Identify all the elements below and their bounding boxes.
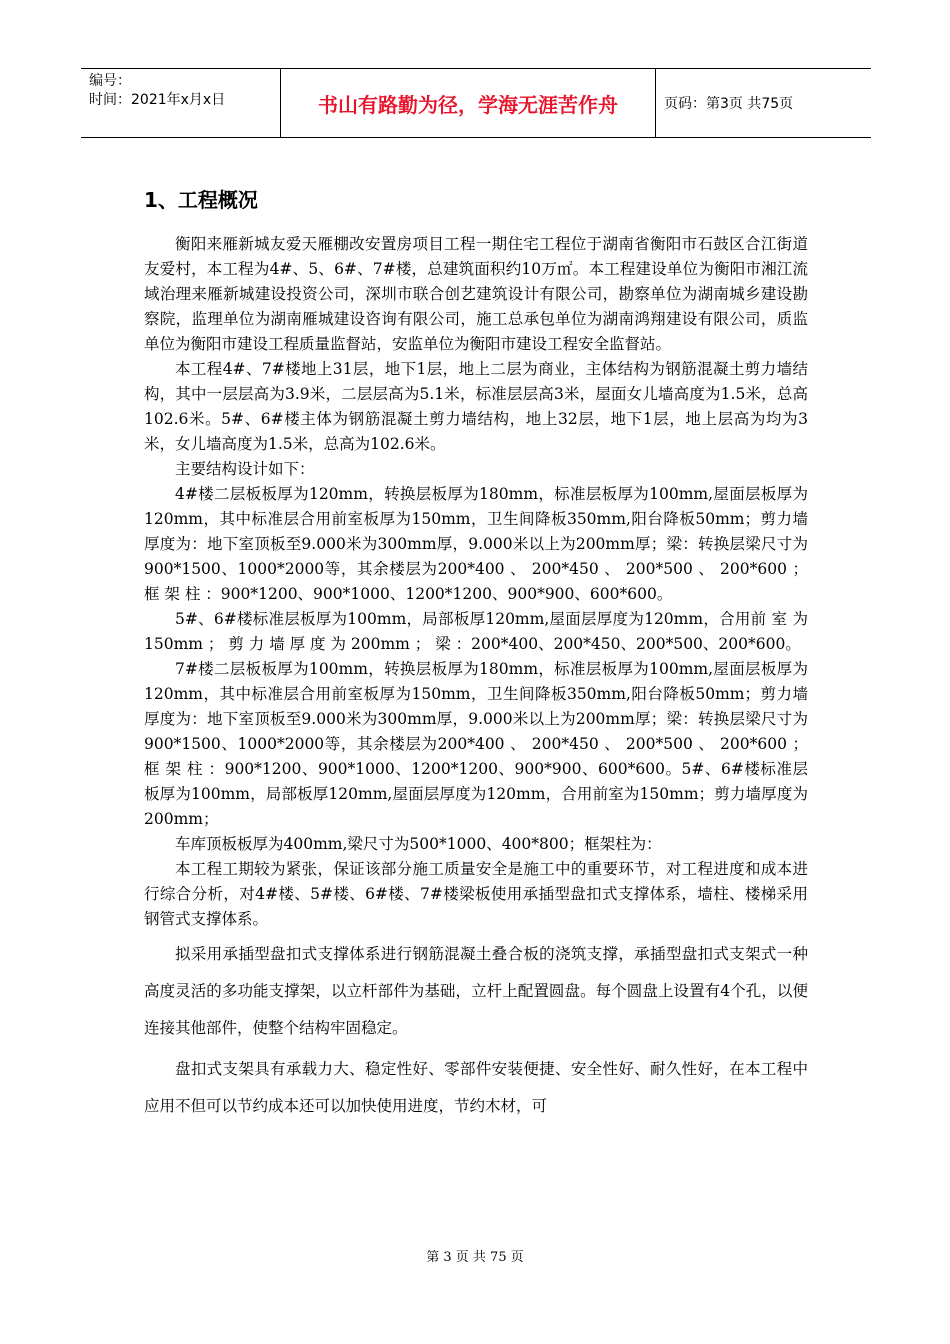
- paragraph-building-4: 4#楼二层板板厚为120mm，转换层板厚为180mm，标准层板厚为100mm,屋面层板厚为120mm，其中标准层合用前室板厚为150mm，卫生间降板350mm,阳台降板50mm；剪力墙厚度为：地下室顶板至9.000米为300mm厚，9.000米以上为200mm厚；梁：转换层梁尺寸为900*1500、1000*2000等，其余楼层为200*400 、 200*450 、 200*500 、 200*600 ； 框 架 柱 ：900*1200、900*1000、1200*1200、900*900、600*600。: [144, 485, 808, 603]
- number-label: 编号：: [89, 73, 131, 89]
- page-info: 页码：第3页 共75页: [664, 96, 794, 112]
- page-header: [81, 68, 871, 138]
- paragraph-building-5-6: 5#、6#楼标准层板厚为100mm，局部板厚120mm,屋面层厚度为120mm，合用前 室 为 150mm ； 剪 力 墙 厚 度 为 200mm ； 梁 ：200*400、200*450、200*500、200*600。: [144, 610, 808, 653]
- paragraph-support-system: 拟采用承插型盘扣式支撑体系进行钢筋混凝土叠合板的浇筑支撑，承插型盘扣式支架式一种高度灵活的多功能支撑架，以立杆部件为基础，立杆上配置圆盘。每个圆盘上设置有4个孔，以便连接其他部件，使整个结构牢固稳定。: [144, 945, 808, 1037]
- paragraph-building-4-7: 本工程4#、7#楼地上31层，地下1层，地上二层为商业，主体结构为钢筋混凝土剪力墙结构，其中一层层高为3.9米，二层层高为5.1米，标准层层高3米，屋面女儿墙高度为1.5米，总高102.6米。5#、6#楼主体为钢筋混凝土剪力墙结构，地上32层，地下1层，地上层高为均为3米，女儿墙高度为1.5米，总高为102.6米。: [144, 360, 808, 453]
- page-footer: 第 3 页 共 75 页: [426, 1250, 524, 1265]
- paragraph-schedule: 本工程工期较为紧张，保证该部分施工质量安全是施工中的重要环节，对工程进度和成本进行综合分析，对4#楼、5#楼、6#楼、7#楼梁板使用承插型盘扣式支撑体系，墙柱、楼梯采用钢管式支撑体系。: [144, 860, 808, 928]
- document-body: [144, 232, 808, 1125]
- date-label: 时间：2021年x月x日: [89, 92, 226, 108]
- paragraph-garage: 车库顶板板厚为400mm,梁尺寸为500*1000、400*800；框架柱为：: [175, 835, 662, 853]
- paragraph-building-7: 7#楼二层板板厚为100mm，转换层板厚为180mm，标准层板厚为100mm,屋面层板厚为120mm，其中标准层合用前室板厚为150mm，卫生间降板350mm,阳台降板50mm；剪力墙厚度为：地下室顶板至9.000米为300mm厚，9.000米以上为200mm厚；梁：转换层梁尺寸为900*1500、1000*2000等，其余楼层为200*400 、 200*450 、 200*500 、 200*600 ； 框 架 柱 ：900*1200、900*1000、1200*1200、900*900、600*600。5#、6#楼标准层板厚为100mm，局部板厚120mm,屋面层厚度为120mm，合用前室为150mm；剪力墙厚度为200mm；: [144, 660, 808, 828]
- paragraph-design-intro: 主要结构设计如下：: [175, 460, 315, 478]
- motto: 书山有路勤为径，学海无涯苦作舟: [281, 69, 656, 137]
- paragraph-advantages: 盘扣式支架具有承载力大、稳定性好、零部件安装便捷、安全性好、耐久性好，在本工程中应用不但可以节约成本还可以加快使用进度，节约木材，可: [144, 1060, 808, 1115]
- section-title: 1、工程概况: [144, 188, 258, 212]
- paragraph-overview: 衡阳来雁新城友爱天雁棚改安置房项目工程一期住宅工程位于湖南省衡阳市石鼓区合江街道友爱村，本工程为4#、5、6#、7#楼，总建筑面积约10万㎡。本工程建设单位为衡阳市湘江流域治理来雁新城建设投资公司，深圳市联合创艺建筑设计有限公司，勘察单位为湖南城乡建设勘察院，监理单位为湖南雁城建设咨询有限公司，施工总承包单位为湖南鸿翔建设有限公司，质监单位为衡阳市建设工程质量监督站，安监单位为衡阳市建设工程安全监督站。: [144, 235, 808, 353]
- header-left: [81, 69, 281, 137]
